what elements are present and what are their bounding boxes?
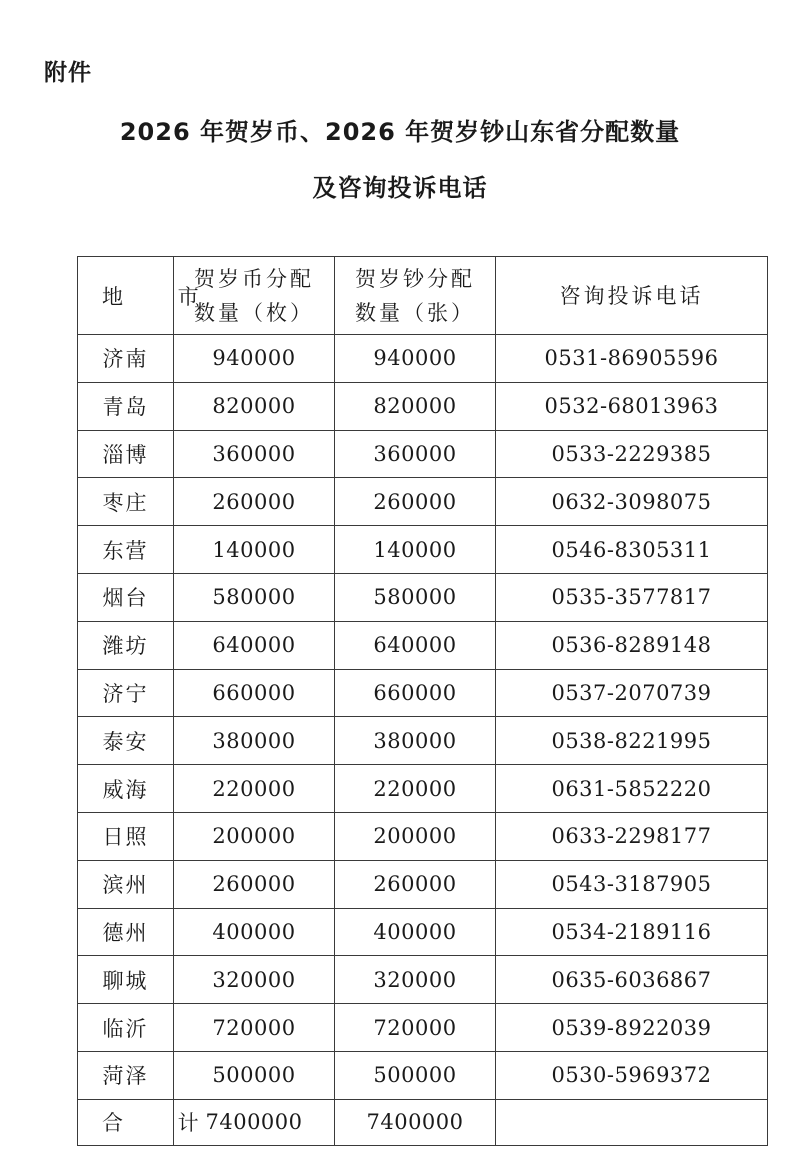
phone-cell: 0632-3098075 bbox=[496, 478, 768, 526]
total-coin-cell: 7400000 bbox=[174, 1099, 335, 1145]
coin-quantity-cell: 580000 bbox=[174, 573, 335, 621]
table-row bbox=[78, 860, 768, 908]
table-row bbox=[78, 526, 768, 574]
table-row bbox=[78, 669, 768, 717]
phone-cell: 0531-86905596 bbox=[496, 335, 768, 383]
coin-quantity-cell: 320000 bbox=[174, 956, 335, 1004]
city-cell: 潍坊 bbox=[78, 621, 174, 669]
note-quantity-cell: 380000 bbox=[335, 717, 496, 765]
table-row bbox=[78, 1051, 768, 1099]
city-cell: 枣庄 bbox=[78, 478, 174, 526]
phone-cell: 0536-8289148 bbox=[496, 621, 768, 669]
table-row bbox=[78, 1004, 768, 1052]
phone-cell: 0631-5852220 bbox=[496, 765, 768, 813]
note-quantity-cell: 260000 bbox=[335, 860, 496, 908]
note-quantity-cell: 360000 bbox=[335, 430, 496, 478]
coin-quantity-cell: 660000 bbox=[174, 669, 335, 717]
city-cell: 滨州 bbox=[78, 860, 174, 908]
phone-cell: 0535-3577817 bbox=[496, 573, 768, 621]
city-cell: 东营 bbox=[78, 526, 174, 574]
note-quantity-cell: 660000 bbox=[335, 669, 496, 717]
phone-cell: 0538-8221995 bbox=[496, 717, 768, 765]
header-phone bbox=[496, 257, 768, 335]
total-label: 合 计 bbox=[102, 1111, 223, 1136]
city-cell: 泰安 bbox=[78, 717, 174, 765]
city-cell: 聊城 bbox=[78, 956, 174, 1004]
header-coin-quantity bbox=[174, 257, 335, 335]
note-quantity-cell: 640000 bbox=[335, 621, 496, 669]
table-row bbox=[78, 717, 768, 765]
note-quantity-cell: 220000 bbox=[335, 765, 496, 813]
phone-cell: 0633-2298177 bbox=[496, 812, 768, 860]
header-coin-line-2: 数量（枚） bbox=[194, 300, 314, 325]
note-quantity-cell: 500000 bbox=[335, 1051, 496, 1099]
note-quantity-cell: 720000 bbox=[335, 1004, 496, 1052]
allocation-table bbox=[77, 256, 768, 1146]
city-cell: 菏泽 bbox=[78, 1051, 174, 1099]
coin-quantity-cell: 940000 bbox=[174, 335, 335, 383]
city-cell: 威海 bbox=[78, 765, 174, 813]
attachment-label: 附件 bbox=[44, 60, 92, 86]
table-row bbox=[78, 573, 768, 621]
city-cell: 济南 bbox=[78, 335, 174, 383]
table-row bbox=[78, 812, 768, 860]
coin-quantity-cell: 140000 bbox=[174, 526, 335, 574]
header-note-line-2: 数量（张） bbox=[355, 300, 475, 325]
note-quantity-cell: 820000 bbox=[335, 382, 496, 430]
table-row bbox=[78, 478, 768, 526]
table-row bbox=[78, 335, 768, 383]
table-row bbox=[78, 908, 768, 956]
coin-quantity-cell: 720000 bbox=[174, 1004, 335, 1052]
phone-cell: 0534-2189116 bbox=[496, 908, 768, 956]
table-header-row bbox=[78, 257, 768, 335]
header-coin-line-1: 贺岁币分配 bbox=[194, 266, 314, 291]
note-quantity-cell: 400000 bbox=[335, 908, 496, 956]
city-cell: 淄博 bbox=[78, 430, 174, 478]
city-cell: 德州 bbox=[78, 908, 174, 956]
header-note-quantity bbox=[335, 257, 496, 335]
note-quantity-cell: 320000 bbox=[335, 956, 496, 1004]
table-total-row bbox=[78, 1099, 768, 1145]
table-row bbox=[78, 765, 768, 813]
coin-quantity-cell: 400000 bbox=[174, 908, 335, 956]
header-city bbox=[78, 257, 223, 335]
coin-quantity-cell: 640000 bbox=[174, 621, 335, 669]
table-row bbox=[78, 430, 768, 478]
city-cell: 日照 bbox=[78, 812, 174, 860]
city-cell: 济宁 bbox=[78, 669, 174, 717]
coin-quantity-cell: 220000 bbox=[174, 765, 335, 813]
header-note-line-1: 贺岁钞分配 bbox=[355, 266, 475, 291]
coin-quantity-cell: 500000 bbox=[174, 1051, 335, 1099]
total-label-cell bbox=[78, 1099, 223, 1145]
note-quantity-cell: 940000 bbox=[335, 335, 496, 383]
coin-quantity-cell: 260000 bbox=[174, 478, 335, 526]
note-quantity-cell: 260000 bbox=[335, 478, 496, 526]
phone-cell: 0530-5969372 bbox=[496, 1051, 768, 1099]
total-phone-cell bbox=[496, 1099, 768, 1145]
phone-cell: 0532-68013963 bbox=[496, 382, 768, 430]
document-title-line-1: 2026 年贺岁币、2026 年贺岁钞山东省分配数量 bbox=[119, 118, 681, 146]
phone-cell: 0543-3187905 bbox=[496, 860, 768, 908]
city-cell: 临沂 bbox=[78, 1004, 174, 1052]
note-quantity-cell: 140000 bbox=[335, 526, 496, 574]
table-row bbox=[78, 956, 768, 1004]
city-cell: 青岛 bbox=[78, 382, 174, 430]
header-city-label: 地 市 bbox=[102, 284, 223, 309]
coin-quantity-cell: 820000 bbox=[174, 382, 335, 430]
document-title-line-2: 及咨询投诉电话 bbox=[312, 174, 488, 202]
header-phone-label: 咨询投诉电话 bbox=[559, 283, 704, 308]
phone-cell: 0537-2070739 bbox=[496, 669, 768, 717]
coin-quantity-cell: 360000 bbox=[174, 430, 335, 478]
phone-cell: 0533-2229385 bbox=[496, 430, 768, 478]
coin-quantity-cell: 380000 bbox=[174, 717, 335, 765]
table-row bbox=[78, 382, 768, 430]
city-cell: 烟台 bbox=[78, 573, 174, 621]
coin-quantity-cell: 260000 bbox=[174, 860, 335, 908]
phone-cell: 0635-6036867 bbox=[496, 956, 768, 1004]
phone-cell: 0546-8305311 bbox=[496, 526, 768, 574]
note-quantity-cell: 580000 bbox=[335, 573, 496, 621]
coin-quantity-cell: 200000 bbox=[174, 812, 335, 860]
note-quantity-cell: 200000 bbox=[335, 812, 496, 860]
phone-cell: 0539-8922039 bbox=[496, 1004, 768, 1052]
table-row bbox=[78, 621, 768, 669]
total-note-cell: 7400000 bbox=[335, 1099, 496, 1145]
